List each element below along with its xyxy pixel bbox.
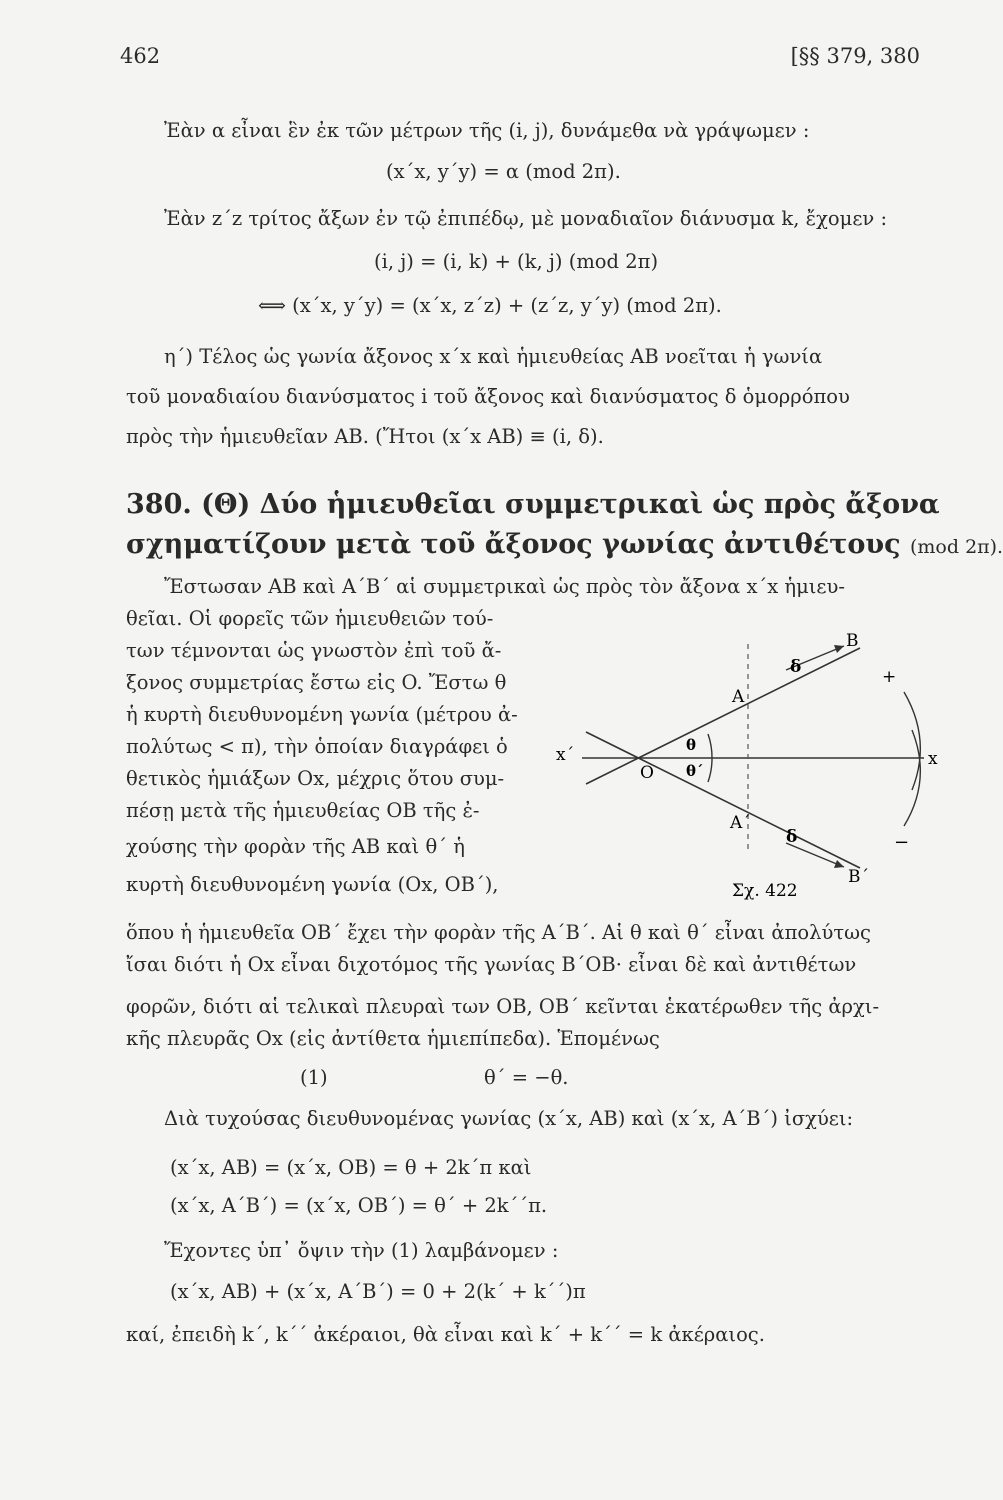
curved-arrow-bottom <box>904 730 920 826</box>
section-heading-line-1: 380. (Θ) Δύο ἡμιευθεῖαι συμμετρικαὶ ὡς πρὸς ἄξονα <box>126 489 940 520</box>
text-line: Ἐὰν z΄z τρίτος ἄξων ἐν τῷ ἐπιπέδῳ, μὲ μοναδιαῖον διάνυσμα k, ἔχομεν : <box>164 207 888 230</box>
text-line: κῆς πλευρᾶς Ox (εἰς ἀντίθετα ἡμιεπίπεδα). Ἑπομένως <box>126 1027 660 1050</box>
label-x-prime: x΄ <box>556 745 575 765</box>
text-line: Διὰ τυχούσας διευθυνομένας γωνίας (x΄x, AB) καὶ (x΄x, A΄B΄) ἰσχύει: <box>164 1107 854 1130</box>
equation: (x΄x, AB) + (x΄x, A΄B΄) = 0 + 2(k΄ + k΄΄)π <box>170 1280 586 1303</box>
text-line: η΄) Τέλος ὡς γωνία ἄξονος x΄x καὶ ἡμιευθείας AB νοεῖται ἡ γωνία <box>164 345 823 368</box>
text-line: ξονος συμμετρίας ἔστω εἰς O. Ἔστω θ <box>126 671 507 694</box>
label-o: O <box>640 763 654 783</box>
text-line: ἡ κυρτὴ διευθυνομένη γωνία (μέτρου ἀ- <box>126 703 518 726</box>
figure-422 <box>552 630 952 902</box>
section-heading-line-2 <box>126 528 1003 564</box>
text-line: των τέμνονται ὡς γνωστὸν ἐπὶ τοῦ ἄ- <box>126 639 502 662</box>
equation-number: (1) <box>300 1066 328 1089</box>
equation: θ΄ = −θ. <box>484 1066 569 1089</box>
text-line: πέσῃ μετὰ τῆς ἡμιευθείας OB τῆς ἐ- <box>126 799 480 822</box>
text-line: πολύτως < π), τὴν ὁποίαν διαγράφει ὁ <box>126 735 508 758</box>
equation: ⟺ (x΄x, y΄y) = (x΄x, z΄z) + (z΄z, y΄y) (mod 2π). <box>258 294 722 317</box>
label-a-prime: A΄ <box>730 813 751 833</box>
label-x: x <box>928 749 938 769</box>
text-line: ὅπου ἡ ἡμιευθεῖα OB΄ ἔχει τὴν φορὰν τῆς A΄B΄. Αἱ θ καὶ θ΄ εἶναι ἀπολύτως <box>126 921 871 944</box>
equation: (x΄x, y΄y) = α (mod 2π). <box>386 160 621 183</box>
delta-arrowhead-top <box>834 645 844 653</box>
delta-arrowhead-bottom <box>834 860 844 868</box>
text-line: Ἔχοντες ὑπ᾽ ὄψιν τὴν (1) λαμβάνομεν : <box>164 1239 559 1262</box>
equation: (x΄x, A΄B΄) = (x΄x, OB΄) = θ΄ + 2k΄΄π. <box>170 1194 548 1217</box>
heading-text: σχηματίζουν μετὰ τοῦ ἄξονος γωνίας ἀντιθέτους <box>126 529 901 560</box>
ray-a-prime-b-prime <box>586 732 860 868</box>
equation: (x΄x, AB) = (x΄x, OB) = θ + 2k΄π καὶ <box>170 1156 532 1179</box>
ray-ab <box>586 648 860 784</box>
text-line: χούσης τὴν φορὰν τῆς AB καὶ θ΄ ἡ <box>126 835 465 858</box>
text-line: πρὸς τὴν ἡμιευθεῖαν AB. (Ἤτοι (x΄x AB) ≡ (i, δ). <box>126 425 604 448</box>
theta-arc <box>708 734 712 758</box>
text-line: τοῦ μοναδιαίου διανύσματος i τοῦ ἄξονος καὶ διανύσματος δ ὁμορρόπου <box>126 385 850 408</box>
text-line: φορῶν, διότι αἱ τελικαὶ πλευραὶ των OB, OB΄ κεῖνται ἑκατέρωθεν τῆς ἀρχι- <box>126 995 880 1018</box>
label-delta-bottom: δ <box>786 827 798 847</box>
text-line: κυρτὴ διευθυνομένη γωνία (Ox, OB΄), <box>126 873 499 896</box>
text-line: θετικὸς ἡμιάξων Ox, μέχρις ὅτου συμ- <box>126 767 505 790</box>
label-a: A <box>732 687 745 707</box>
label-minus: − <box>894 832 910 853</box>
heading-mod: (mod 2π). <box>910 536 1003 558</box>
page-number: 462 <box>120 44 161 68</box>
label-b-prime: B΄ <box>848 867 869 887</box>
theta-prime-arc <box>708 758 712 782</box>
text-line: καί, ἐπειδὴ k΄, k΄΄ ἀκέραιοι, θὰ εἶναι καὶ k΄ + k΄΄ = k ἀκέραιος. <box>126 1323 765 1346</box>
section-reference: [§§ 379, 380 <box>790 44 920 68</box>
text-line: Ἔστωσαν AB καὶ A΄B΄ αἱ συμμετρικαὶ ὡς πρὸς τὸν ἄξονα x΄x ἡμιευ- <box>164 575 845 598</box>
text-line: ἴσαι διότι ἡ Ox εἶναι διχοτόμος τῆς γωνίας B΄OB· εἶναι δὲ καὶ ἀντιθέτων <box>126 953 857 976</box>
text-line: Ἐὰν α εἶναι ἓν ἐκ τῶν μέτρων τῆς (i, j), δυνάμεθα νὰ γράψωμεν : <box>164 119 810 142</box>
label-delta-top: δ <box>790 657 802 677</box>
figure-caption: Σχ. 422 <box>732 881 798 901</box>
label-theta: θ <box>686 736 697 754</box>
page-header <box>120 44 920 74</box>
text-line: θεῖαι. Οἱ φορεῖς τῶν ἡμιευθειῶν τού- <box>126 607 494 630</box>
curved-arrow-top <box>904 692 920 790</box>
label-plus: + <box>882 667 897 687</box>
equation: (i, j) = (i, k) + (k, j) (mod 2π) <box>374 250 659 273</box>
label-theta-prime: θ΄ <box>686 762 704 780</box>
label-b: B <box>846 631 859 651</box>
